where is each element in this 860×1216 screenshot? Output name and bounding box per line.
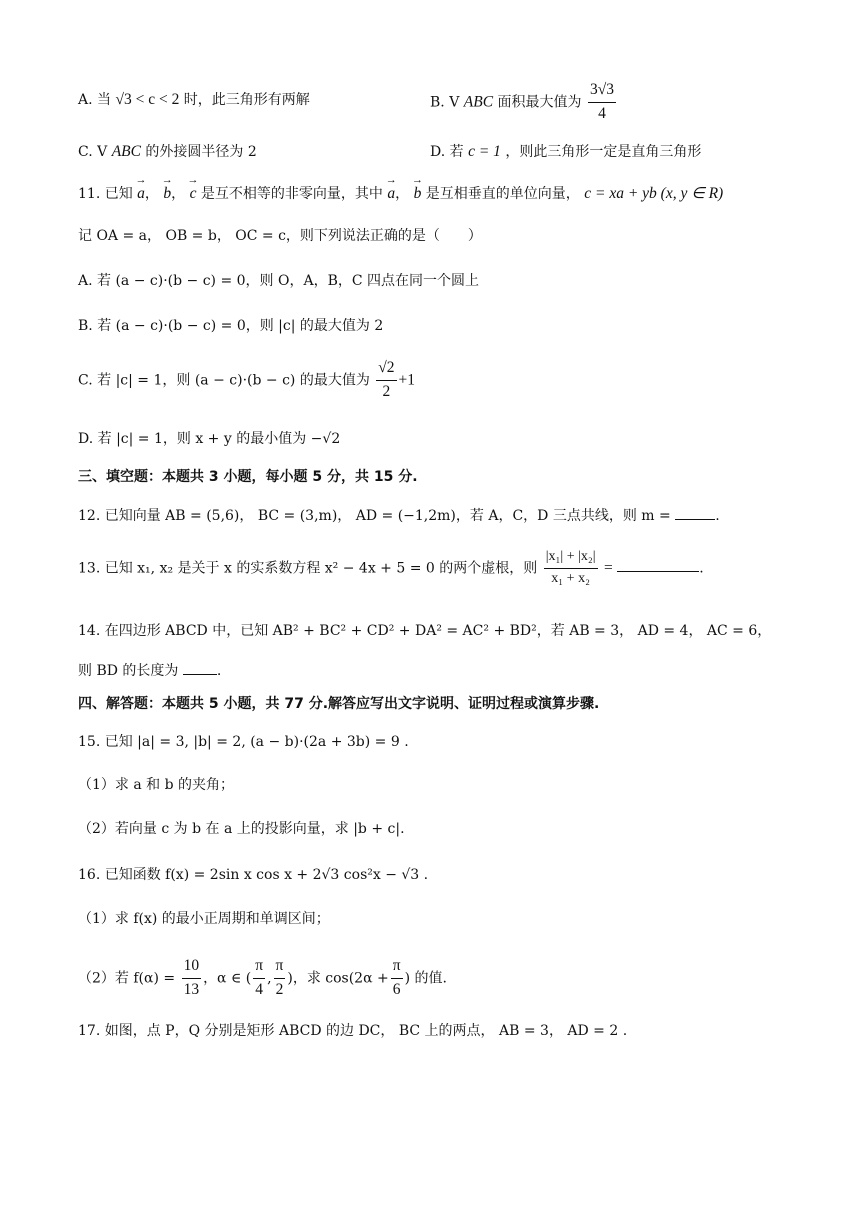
math-expr: √3 < c < 2 — [115, 91, 180, 108]
answer-blank[interactable] — [617, 557, 699, 572]
math-expr: = — [604, 559, 613, 577]
q16-part1: （1）求 f(x) 的最小正周期和单调区间； — [78, 911, 330, 927]
math-expr: c = 1 — [468, 143, 501, 160]
question-text: 12. 已知向量 AB = (5,6)， BC = (3,m)， AD = (−1,2m)，若 A，C，D 三点共线，则 m = — [78, 508, 671, 524]
q15-stem: 15. 已知 |a| = 3, |b| = 2, (a − b)·(2a + 3b) = 9 . — [78, 734, 409, 750]
option-text: C. 若 |c| = 1，则 (a − c)·(b − c) 的最大值为 — [78, 372, 370, 389]
fraction-numerator: π — [253, 956, 265, 979]
vector-c: → c — [190, 184, 197, 205]
vector-a: → a — [387, 184, 395, 205]
q10-option-a — [78, 90, 310, 111]
fraction — [253, 956, 265, 1001]
q11-option-a: A. 若 (a − c)·(b − c) = 0，则 O，A，B，C 四点在同一个圆上 — [78, 273, 480, 289]
option-label: A. 当 — [78, 92, 112, 108]
fraction-numerator: π — [391, 956, 403, 979]
q10-option-c — [78, 142, 257, 163]
punct: . — [715, 508, 720, 524]
math-expr: ，α ∈ ( — [203, 970, 252, 987]
fraction-numerator: |x₁| + |x₂| — [544, 548, 598, 569]
q17-stem: 17. 如图，点 P，Q 分别是矩形 ABCD 的边 DC， BC 上的两点， AB = 3， AD = 2 . — [78, 1023, 628, 1039]
vector-b: → b — [414, 184, 422, 205]
math-expr: +1 — [398, 371, 416, 389]
fraction — [182, 956, 202, 1001]
q14-line2 — [78, 660, 221, 681]
q11-option-b: B. 若 (a − c)·(b − c) = 0，则 |c| 的最大值为 2 — [78, 318, 384, 334]
fraction-denominator: x₁ + x₂ — [551, 570, 590, 586]
q12 — [78, 505, 720, 526]
q10-option-b — [430, 80, 618, 125]
math-expr: ABC — [111, 143, 141, 160]
q16-part2 — [78, 956, 447, 1001]
option-label: B. V — [430, 94, 460, 111]
q16-stem: 16. 已知函数 f(x) = 2sin x cos x + 2√3 cos²x − √3 . — [78, 867, 429, 883]
answer-blank[interactable] — [675, 505, 715, 520]
math-expr: )，求 cos(2α + — [287, 970, 389, 987]
fraction-numerator: π — [274, 956, 286, 979]
vector-b: → b — [163, 184, 171, 205]
q11-option-c — [78, 358, 415, 403]
math-expr: c = xa + yb (x, y ∈ R) — [584, 185, 724, 202]
option-text: 时，此三角形有两解 — [183, 92, 310, 108]
option-label: D. 若 — [430, 144, 464, 160]
punct: , — [267, 970, 272, 987]
stem-text: 是互相垂直的单位向量， — [425, 186, 580, 202]
question-number: 11. 已知 — [78, 186, 133, 202]
fraction-numerator: 3√3 — [588, 80, 616, 103]
punct: . — [699, 560, 704, 577]
stem-text: 是互不相等的非零向量，其中 — [200, 186, 383, 202]
fraction-numerator: 10 — [182, 956, 202, 979]
fraction — [274, 956, 286, 1001]
fraction — [588, 80, 616, 125]
fraction-denominator: 4 — [598, 104, 606, 122]
fraction-denominator: 13 — [183, 980, 200, 998]
q13 — [78, 548, 704, 589]
fraction-numerator: √2 — [376, 358, 396, 381]
question-text: 则 BD 的长度为 — [78, 663, 179, 679]
fraction — [544, 548, 598, 589]
fraction-denominator: 2 — [382, 382, 391, 400]
fraction-denominator: 6 — [392, 980, 401, 998]
q14-line1: 14. 在四边形 ABCD 中，已知 AB² + BC² + CD² + DA² = AC² + BD²，若 AB = 3， AD = 4， AC = 6， — [78, 623, 772, 639]
option-text: 的外接圆半径为 2 — [145, 144, 257, 160]
vector-a: → a — [137, 184, 145, 205]
question-text: （2）若 f(α) = — [78, 970, 176, 987]
punct: . — [216, 663, 222, 679]
section-3-title: 三、填空题：本题共 3 小题，每小题 5 分，共 15 分. — [78, 469, 418, 485]
q15-part1: （1）求 a 和 b 的夹角； — [78, 777, 235, 793]
fraction — [376, 358, 396, 403]
question-text: ) 的值. — [404, 970, 447, 987]
fraction-denominator: 4 — [255, 980, 264, 998]
fraction-denominator: 2 — [275, 980, 284, 998]
answer-blank[interactable] — [183, 660, 217, 675]
fraction — [391, 956, 403, 1001]
math-expr: ABC — [463, 93, 494, 111]
question-text: 13. 已知 x₁, x₂ 是关于 x 的实系数方程 x² − 4x + 5 = 0 的两个虚根，则 — [78, 560, 538, 577]
q15-part2: （2）若向量 c 为 b 在 a 上的投影向量，求 |b + c|. — [78, 821, 405, 837]
q11-stem-line1: 11. 已知 → a， → b， → c 是互不相等的非零向量，其中 → a， → b 是互相垂直的单位向量， c = xa + yb (x, y ∈ R) — [78, 184, 723, 205]
option-label: C. V — [78, 144, 108, 160]
q10-option-d — [430, 142, 701, 163]
option-text: 面积最大值为 — [497, 94, 582, 111]
q11-stem-line2: 记 OA = a， OB = b， OC = c，则下列说法正确的是（ ） — [78, 228, 482, 244]
option-text: ，则此三角形一定是直角三角形 — [505, 144, 702, 160]
q11-option-d: D. 若 |c| = 1，则 x + y 的最小值为 −√2 — [78, 431, 341, 447]
section-4-title: 四、解答题：本题共 5 小题，共 77 分.解答应写出文字说明、证明过程或演算步骤. — [78, 696, 600, 712]
